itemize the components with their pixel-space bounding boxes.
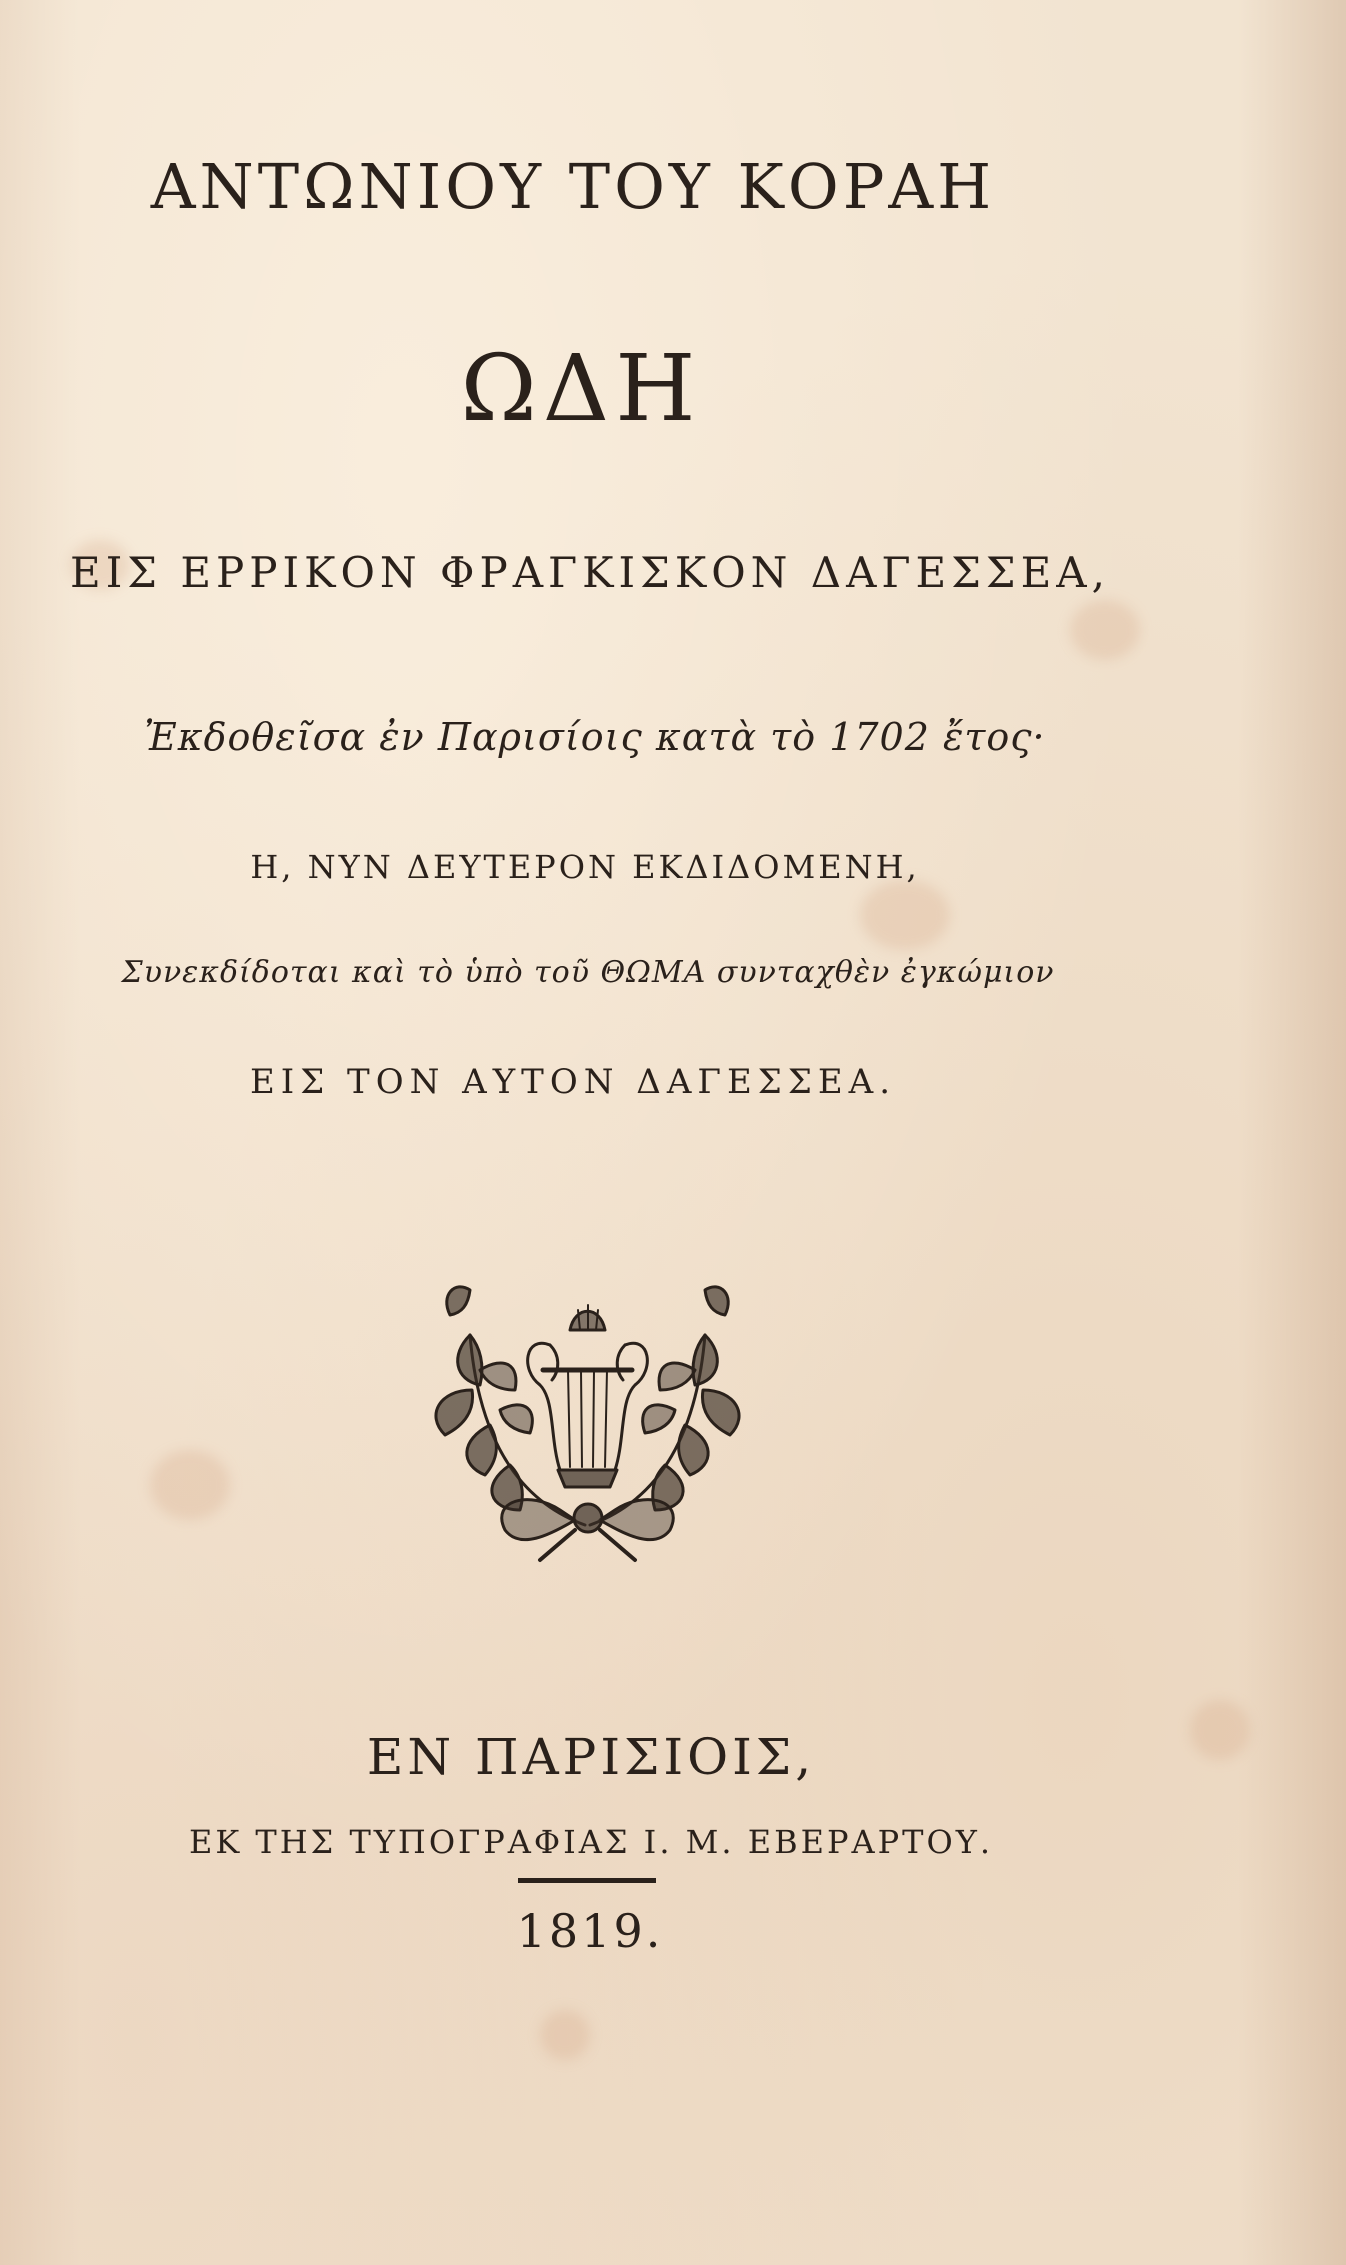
foxing-stain bbox=[860, 880, 950, 950]
second-edition-line: Η, ΝΥΝ ΔΕΥΤΕΡΟΝ ΕΚΔΙΔΟΜΕΝΗ, bbox=[250, 848, 920, 886]
first-publication-line: Ἐκδοθεῖσα ἐν Παρισίοις κατὰ τὸ 1702 ἔτος· bbox=[144, 715, 1046, 759]
title-ode: ΩΔΗ bbox=[460, 335, 702, 442]
to-same-dedicatee-line: ΕΙΣ ΤΟΝ ΑΥΤΟΝ ΔΑΓΕΣΣΕΑ. bbox=[249, 1062, 897, 1102]
foxing-stain bbox=[540, 2010, 590, 2060]
co-published-line: Συνεκδίδοται καὶ τὸ ὑπὸ τοῦ ΘΩΜΑ συνταχθὲν ἐγκώμιον bbox=[121, 955, 1055, 990]
printer-line: ΕΚ ΤΗΣ ΤΥΠΟΓΡΑΦΙΑΣ Ι. Μ. ΕΒΕΡΑΡΤΟΥ. bbox=[188, 1823, 994, 1861]
foxing-stain bbox=[150, 1450, 230, 1520]
year-line: 1819. bbox=[516, 1904, 664, 1958]
divider-rule bbox=[518, 1878, 656, 1883]
author-line: ΑΝΤΩΝΙΟΥ ΤΟΥ ΚΟΡΑΗ bbox=[150, 150, 996, 223]
dedicatee-line: ΕΙΣ ΕΡΡΙΚΟΝ ΦΡΑΓΚΙΣΚΟΝ ΔΑΓΕΣΣΕΑ, bbox=[70, 548, 1110, 597]
place-line: ΕΝ ΠΑΡΙΣΙΟΙΣ, bbox=[366, 1728, 816, 1786]
foxing-stain bbox=[1070, 600, 1140, 660]
lyre-wreath-emblem-icon bbox=[410, 1275, 765, 1565]
